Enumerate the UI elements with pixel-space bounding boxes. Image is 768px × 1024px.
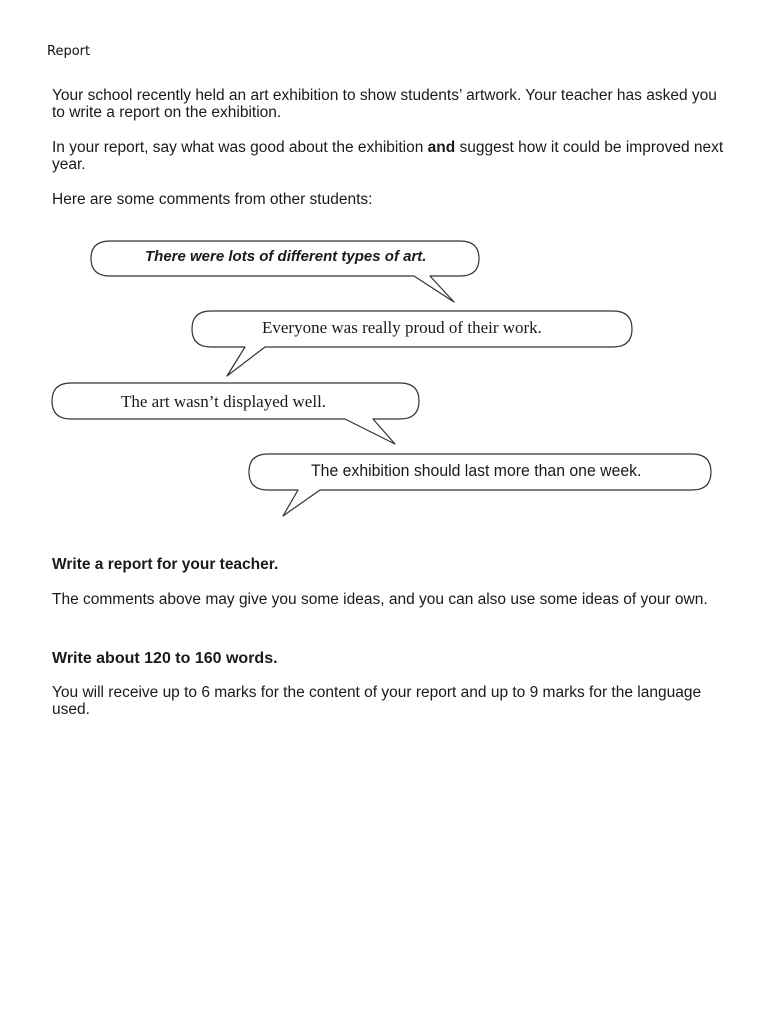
intro-paragraph: Your school recently held an art exhibition to show students’ artwork. Your teacher has asked you to write a report on the exhibition. xyxy=(52,87,717,121)
comment-text-4: The exhibition should last more than one week. xyxy=(311,461,642,480)
document-label: Report xyxy=(47,44,91,59)
marks-paragraph: You will receive up to 6 marks for the content of your report and up to 9 marks for the language used. xyxy=(52,684,702,718)
task-heading: Write a report for your teacher. xyxy=(52,556,279,573)
comment-text-3: The art wasn’t displayed well. xyxy=(121,392,327,411)
instruction-emphasis: and xyxy=(427,139,456,156)
word-count-instruction: Write about 120 to 160 words. xyxy=(52,650,278,667)
ideas-paragraph: The comments above may give you some ideas, and you can also use some ideas of your own. xyxy=(52,591,708,608)
comments-intro: Here are some comments from other students: xyxy=(52,191,373,208)
comment-text-2: Everyone was really proud of their work. xyxy=(262,318,542,337)
instruction-text-start: In your report, say what was good about the exhibition xyxy=(52,139,428,156)
instruction-text-end: suggest how it could be improved next year. xyxy=(52,139,724,173)
comment-text-1: There were lots of different types of art. xyxy=(145,248,427,265)
